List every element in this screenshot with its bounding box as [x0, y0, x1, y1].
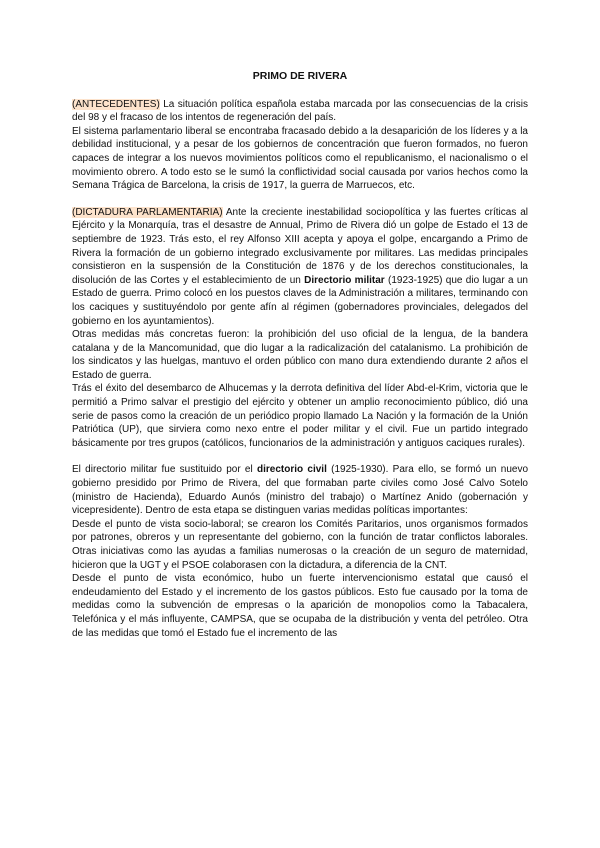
highlighted-label: (ANTECEDENTES) [72, 98, 160, 110]
paragraph-text: La situación política española estaba marcada por las consecuencias de la crisis del 98 y el fracaso de los intentos de regeneración del país. [72, 98, 528, 124]
section-directorio-civil [72, 463, 528, 640]
paragraph: Desde el punto de vista socio-laboral; se crearon los Comités Paritarios, unos organismos formados por patrones, obreros y un representante del gobierno, con la función de tratar conflictos laborales. Otras iniciativas como las ayudas a familias numerosas o la creación de un seguro de maternidad, hicieron que la UGT y el PSOE colaborasen con la dictadura, a diferencia de la CNT. [72, 518, 528, 571]
bold-term: Directorio militar [304, 274, 385, 286]
paragraph-text: (1925-1930). Para ello, se formó un nuevo gobierno presidido por Primo de Rivera, del que formaban parte civiles como José Calvo Sotelo (ministro de Hacienda), Eduardo Aunós (ministro del trabajo) o Martínez Anido (gobernación y vicepresidente). Dentro de esta etapa se distinguen varias medidas políticas importantes: [72, 464, 528, 517]
paragraph-text: (1923-1925) que dio lugar a un Estado de guerra. Primo colocó en los puestos claves de la Administración a militares, terminando con los caciques y sustituyéndolo por gente afín al régimen (gobernadores provinciales, delegados del gobierno en los ayuntamientos). [72, 274, 528, 327]
bold-term: directorio civil [257, 464, 327, 476]
paragraph: Trás el éxito del desembarco de Alhucemas y la derrota definitiva del líder Abd-el-Krim, victoria que le permitió a Primo salvar el prestigio del ejército y obtener un amplio reconocimiento público, dió una serie de pasos como la creación de un periódico propio llamado La Nación y la formación de la Unión Patriótica (UP), que sirviera como nexo entre el poder militar y el civil. Fue un partido integrado básicamente por tres grupos (católicos, funcionarios de la administración y antiguos caciques rurales). [72, 383, 528, 449]
paragraph [72, 206, 528, 328]
paragraph-text: Ante la creciente inestabilidad sociopolítica y las fuertes críticas al Ejército y la Monarquía, tras el desastre de Annual, Primo de Rivera dió un golpe de Estado el 13 de septiembre de 1923. Trás esto, el rey Alfonso XIII acepta y apoya el golpe, encargando a Primo de Rivera la formación de un gobierno integrado exclusivamente por militares. Las medidas principales consistieron en la suspensión de la Constitución de 1876 y de los derechos constitucionales, la disolución de las Cortes y el establecimiento de un [72, 206, 528, 286]
paragraph: El sistema parlamentario liberal se encontraba fracasado debido a la desaparición de los líderes y a la debilidad institucional, y a pesar de los gobiernos de concentración que fueron formados, no fueron capaces de integrar a los nuevos movimientos políticos como el republicanismo, el nacionalismo o el movimiento obrero. A todo esto se le sumó la conflictividad social causada por varios hechos como la Semana Trágica de Barcelona, la crisis de 1917, la guerra de Marruecos, etc. [72, 125, 528, 192]
document-page [72, 70, 528, 640]
paragraph: Otras medidas más concretas fueron: la prohibición del uso oficial de la lengua, de la bandera catalana y de la Mancomunidad, que dio lugar a la radicalización del catalanismo. La prohibición de los sindicatos y las huelgas, mantuvo el orden público con mano dura extendiendo durante 2 años el Estado de guerra. [72, 329, 528, 381]
highlighted-label: (DICTADURA PARLAMENTARIA) [72, 206, 223, 218]
paragraph: Desde el punto de vista económico, hubo un fuerte intervencionismo estatal que causó el endeudamiento del Estado y el incremento de los gastos públicos. Esto fue causado por la toma de medidas como la subvención de empresas o la aparición de monopolios como la Tabacalera, Telefónica y el más influyente, CAMPSA, que se ocupaba de la distribución y venta del petróleo. Otra de las medidas que tomó el Estado fue el incremento de las [72, 573, 528, 639]
paragraph [72, 463, 528, 517]
paragraph [72, 98, 528, 125]
paragraph-text: El directorio militar fue sustituido por el [72, 464, 257, 476]
section-dictadura [72, 206, 528, 451]
section-antecedentes [72, 98, 528, 193]
document-title: PRIMO DE RIVERA [252, 70, 348, 82]
